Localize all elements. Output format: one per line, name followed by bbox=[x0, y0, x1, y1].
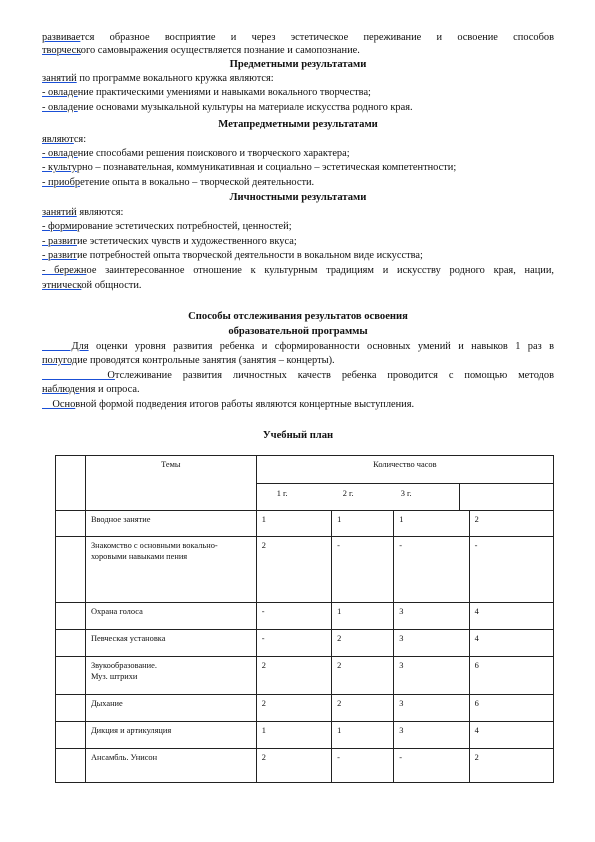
heading-curriculum: Учебный план bbox=[262, 430, 334, 441]
row-number-cell bbox=[56, 511, 86, 537]
hours-cell: 1 bbox=[394, 511, 469, 537]
heading-subject-results: Предметными результатами bbox=[229, 59, 367, 70]
line-text: ния и опроса. bbox=[79, 384, 140, 395]
line-prefix: творческ bbox=[42, 45, 81, 56]
line-text: ие проводятся контрольные занятия (занятия – концерты). bbox=[77, 355, 335, 366]
text-line bbox=[42, 44, 554, 57]
heading-tracking-line2: образовательной программы bbox=[228, 326, 368, 337]
text-line bbox=[42, 176, 554, 189]
table-row bbox=[56, 695, 554, 722]
hours-cell: 2 bbox=[256, 537, 331, 603]
hours-cell: - bbox=[256, 603, 331, 630]
heading-personal-results: Личностными результатами bbox=[229, 192, 367, 203]
table-row bbox=[56, 722, 554, 749]
line-text: ой общности. bbox=[81, 280, 142, 291]
hours-cell: 2 bbox=[332, 630, 394, 657]
table-row bbox=[56, 749, 554, 783]
text-line bbox=[42, 206, 554, 219]
hours-cell: 4 bbox=[469, 603, 553, 630]
line-prefix: - приобр bbox=[42, 177, 81, 188]
heading-meta-results: Метапредметными результатами bbox=[218, 119, 378, 130]
hours-cell: 2 bbox=[332, 695, 394, 722]
year-label: 1 г. bbox=[276, 489, 288, 498]
text-line bbox=[42, 340, 554, 353]
hours-cell: 2 bbox=[256, 657, 331, 695]
hours-cell: - bbox=[469, 537, 553, 603]
line-text: рование эстетических потребностей, ценностей; bbox=[77, 221, 292, 232]
line-prefix: развивае bbox=[42, 32, 81, 43]
line-text: являются: bbox=[76, 207, 124, 218]
hours-cell: 2 bbox=[256, 695, 331, 722]
row-number-cell bbox=[56, 630, 86, 657]
line-text: ние практическими умениями и навыками вокального творчества; bbox=[77, 87, 371, 98]
line-text: тслеживание развития личностных качеств ребенка проводится с помощью методов bbox=[114, 370, 554, 381]
line-prefix: - развит bbox=[42, 236, 77, 247]
hours-cell: 1 bbox=[256, 511, 331, 537]
line-prefix: Для bbox=[42, 341, 89, 352]
row-number-cell bbox=[56, 722, 86, 749]
line-prefix: - овладе bbox=[42, 102, 78, 113]
line-text: ого самовыражения осуществляется познание и самопознание. bbox=[80, 45, 360, 56]
hours-cell: 2 bbox=[332, 657, 394, 695]
table-head-topics: Темы bbox=[85, 456, 256, 511]
topic-cell: Дикция и артикуляция bbox=[85, 722, 256, 749]
hours-cell: 1 bbox=[332, 511, 394, 537]
text-line bbox=[42, 133, 554, 146]
table-cell-number-head bbox=[56, 456, 86, 511]
line-prefix: - развит bbox=[42, 250, 77, 261]
hours-cell: 2 bbox=[469, 511, 553, 537]
topic-cell: Ансамбль. Унисон bbox=[85, 749, 256, 783]
hours-cell: 4 bbox=[469, 630, 553, 657]
table-row bbox=[56, 603, 554, 630]
year-label: 3 г. bbox=[400, 489, 412, 498]
text-line bbox=[42, 354, 554, 367]
table-row bbox=[56, 657, 554, 695]
text-line bbox=[42, 249, 554, 262]
table-header-row bbox=[56, 456, 554, 484]
line-text: етение опыта в вокально – творческой деятельности. bbox=[80, 177, 315, 188]
text-line bbox=[42, 147, 554, 160]
hours-cell: 1 bbox=[256, 722, 331, 749]
table-head-hours: Количество часов bbox=[256, 456, 553, 484]
topic-cell: Вводное занятие bbox=[85, 511, 256, 537]
line-prefix: - культу bbox=[42, 162, 77, 173]
hours-cell: - bbox=[394, 749, 469, 783]
line-text: оценки уровня развития ребенка и сформированности основных умений и навыков 1 раз в bbox=[88, 341, 554, 352]
line-prefix: занятий bbox=[42, 207, 77, 218]
text-line bbox=[42, 235, 554, 248]
line-prefix: занятий bbox=[42, 73, 77, 84]
line-text: ние способами решения поискового и творческого характера; bbox=[77, 148, 350, 159]
hours-cell: 6 bbox=[469, 695, 553, 722]
line-text: ние основами музыкальной культуры на материале искусства родного края. bbox=[77, 102, 413, 113]
row-number-cell bbox=[56, 603, 86, 630]
row-number-cell bbox=[56, 537, 86, 603]
text-line bbox=[42, 279, 554, 292]
text-line bbox=[42, 398, 554, 411]
line-prefix: Осно bbox=[42, 399, 76, 410]
line-text: рно – познавательная, коммуникативная и социально – эстетическая компетентности; bbox=[76, 162, 457, 173]
text-line bbox=[42, 31, 554, 44]
table-row bbox=[56, 511, 554, 537]
hours-cell: 4 bbox=[469, 722, 553, 749]
hours-cell: 1 bbox=[332, 722, 394, 749]
line-text: тся образное восприятие и через эстетическое переживание и освоение способов bbox=[80, 32, 554, 43]
text-line bbox=[42, 161, 554, 174]
table-row bbox=[56, 537, 554, 603]
line-prefix: - форми bbox=[42, 221, 78, 232]
hours-cell: - bbox=[332, 537, 394, 603]
hours-cell: 3 bbox=[394, 657, 469, 695]
row-number-cell bbox=[56, 695, 86, 722]
hours-cell: 3 bbox=[394, 603, 469, 630]
topic-cell: Охрана голоса bbox=[85, 603, 256, 630]
line-text: вной формой подведения итогов работы являются концертные выступления. bbox=[75, 399, 415, 410]
text-line bbox=[42, 101, 554, 114]
text-line bbox=[42, 86, 554, 99]
line-text: ся: bbox=[73, 134, 87, 145]
table-years-cell bbox=[256, 484, 553, 511]
row-number-cell bbox=[56, 749, 86, 783]
year-label bbox=[459, 484, 553, 510]
line-text: по программе вокального кружка являются: bbox=[76, 73, 274, 84]
years-strip bbox=[257, 484, 553, 510]
line-prefix: этническ bbox=[42, 280, 82, 291]
hours-cell: 3 bbox=[394, 695, 469, 722]
topic-cell: Знакомство с основными вокально-хоровыми навыками пения bbox=[85, 537, 256, 603]
text-line bbox=[42, 220, 554, 233]
hours-cell: 6 bbox=[469, 657, 553, 695]
line-text: ие потребностей опыта творческой деятельности в вокальном виде искусства; bbox=[76, 250, 423, 261]
text-line bbox=[42, 72, 554, 85]
heading-tracking-line1: Способы отслеживания результатов освоения bbox=[188, 311, 408, 322]
line-prefix: - овладе bbox=[42, 148, 78, 159]
hours-cell: - bbox=[394, 537, 469, 603]
hours-cell: 2 bbox=[469, 749, 553, 783]
table-row bbox=[56, 630, 554, 657]
line-prefix: О bbox=[42, 370, 115, 381]
line-text: ое заинтересованное отношение к культурным традициям и искусству родного края, нации, bbox=[86, 265, 554, 276]
line-prefix: - бережн bbox=[42, 265, 87, 276]
hours-cell: - bbox=[256, 630, 331, 657]
line-prefix: являют bbox=[42, 134, 74, 145]
hours-cell: 2 bbox=[256, 749, 331, 783]
topic-cell: Звукообразование. Муз. штрихи bbox=[85, 657, 256, 695]
row-number-cell bbox=[56, 657, 86, 695]
year-label: 2 г. bbox=[342, 489, 354, 498]
topic-cell: Дыхание bbox=[85, 695, 256, 722]
text-line bbox=[42, 369, 554, 382]
line-text: ие эстетических чувств и художественного вкуса; bbox=[76, 236, 297, 247]
line-prefix: наблюде bbox=[42, 384, 80, 395]
line-prefix: полугод bbox=[42, 355, 78, 366]
text-line bbox=[42, 383, 554, 396]
hours-cell: 3 bbox=[394, 722, 469, 749]
topic-cell: Певческая установка bbox=[85, 630, 256, 657]
curriculum-table bbox=[55, 455, 554, 783]
hours-cell: 1 bbox=[332, 603, 394, 630]
hours-cell: 3 bbox=[394, 630, 469, 657]
text-line bbox=[42, 264, 554, 277]
line-prefix: - овладе bbox=[42, 87, 78, 98]
hours-cell: - bbox=[332, 749, 394, 783]
